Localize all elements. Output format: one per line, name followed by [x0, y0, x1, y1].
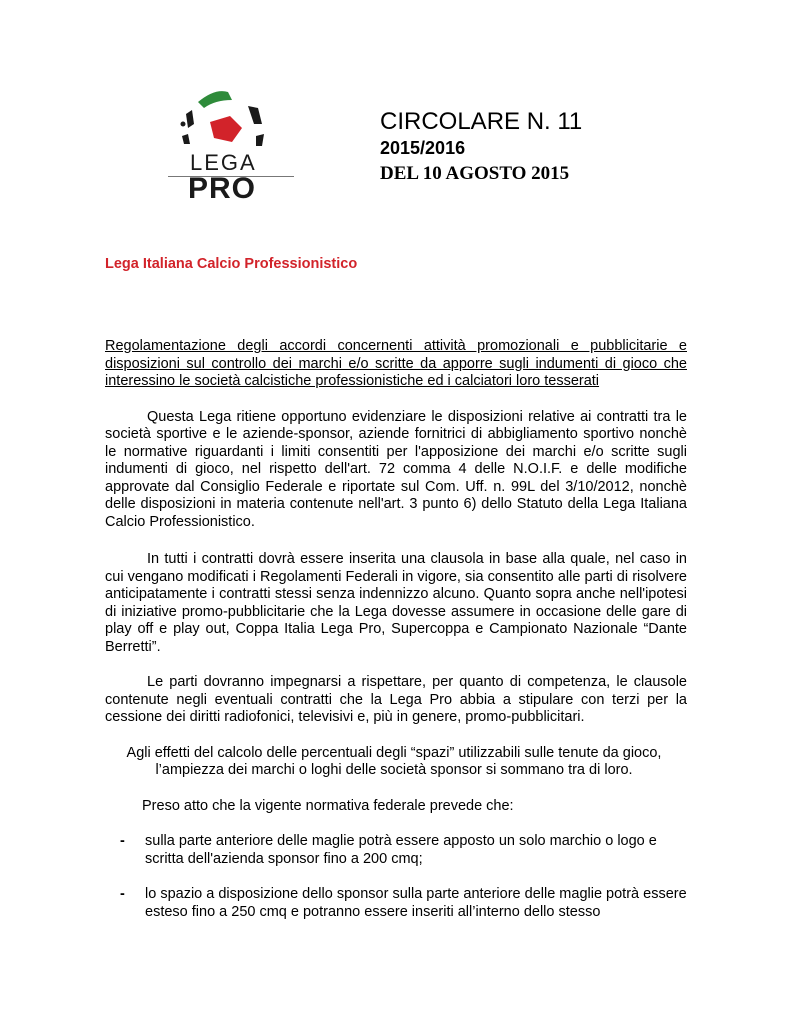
list-marker: - [120, 833, 125, 849]
organization-name: Lega Italiana Calcio Professionistico [105, 256, 358, 272]
circular-date: DEL 10 AGOSTO 2015 [380, 163, 570, 184]
circular-season: 2015/2016 [380, 138, 466, 158]
list-item-text: sulla parte anteriore delle maglie potrà essere apposto un solo marchio o logo e scritta dell'azienda sponsor fino a 200 cmq; [145, 833, 657, 867]
logo-text-lega: LEGA [190, 150, 257, 175]
document-body [105, 338, 687, 939]
paragraph: Questa Lega ritiene opportuno evidenziare le disposizioni relative ai contratti tra le società sportive e le aziende-sponsor, aziende fornitrici di abbigliamento sportivo nonchè le normative riguardanti i limiti consentiti per l'apposizione dei marchi e/o scritte sugli indumenti di gioco, nel rispetto dell'art. 72 comma 4 delle N.O.I.F. e delle modifiche approvate dal Consiglio Federale e riportate sul Com. Uff. n. 99L del 3/10/2012, nonchè delle disposizioni in materia contenute nell'art. 3 punto 6) dello Statuto della Lega Italiana Calcio Professionistico. [105, 408, 687, 530]
paragraph: In tutti i contratti dovrà essere inserita una clausola in base alla quale, nel caso in cui vengano modificati i Regolamenti Federali in vigore, sia consentito alle parti di risolvere anticipatamente i contratti stessi senza indennizzo alcuno. Quanto sopra anche nell'ipotesi di iniziative promo-pubblicitarie che la Lega dovesse assumere in occasione delle gare di play off e play out, Coppa Italia Lega Pro, Supercoppa e Campionato Nazionale “Dante Berretti”. [105, 551, 687, 655]
paragraph: Le parti dovranno impegnarsi a rispettare, per quanto di competenza, le clausole contenute negli eventuali contratti che la Lega Pro abbia a stipulare con terzi per la cessione dei diritti radiofonici, televisivi e, più in genere, promo-pubblicitari. [105, 674, 687, 725]
paragraph: Agli effetti del calcolo delle percentuali degli “spazi” utilizzabili sulle tenute da gioco, l’ampiezza dei marchi o loghi delle società sponsor si sommano tra di loro. [126, 744, 662, 778]
circular-title: CIRCOLARE N. 11 [380, 108, 583, 135]
list-item [105, 886, 687, 921]
list-intro: Preso atto che la vigente normativa federale prevede che: [142, 797, 514, 814]
list-marker: - [120, 886, 125, 902]
subject-heading: Regolamentazione degli accordi concernenti attività promozionali e pubblicitarie e disposizioni sul controllo dei marchi e/o scritte da apporre sugli indumenti di gioco che interessino le società calcistiche professionistiche ed i calciatori loro tesserati [105, 338, 687, 389]
list-item-text: lo spazio a disposizione dello sponsor sulla parte anteriore delle maglie potrà essere esteso fino a 250 cmq e potranno essere inseriti all’interno dello stesso [145, 886, 687, 920]
logo-text-pro: PRO [188, 172, 257, 205]
list-item [105, 833, 687, 868]
